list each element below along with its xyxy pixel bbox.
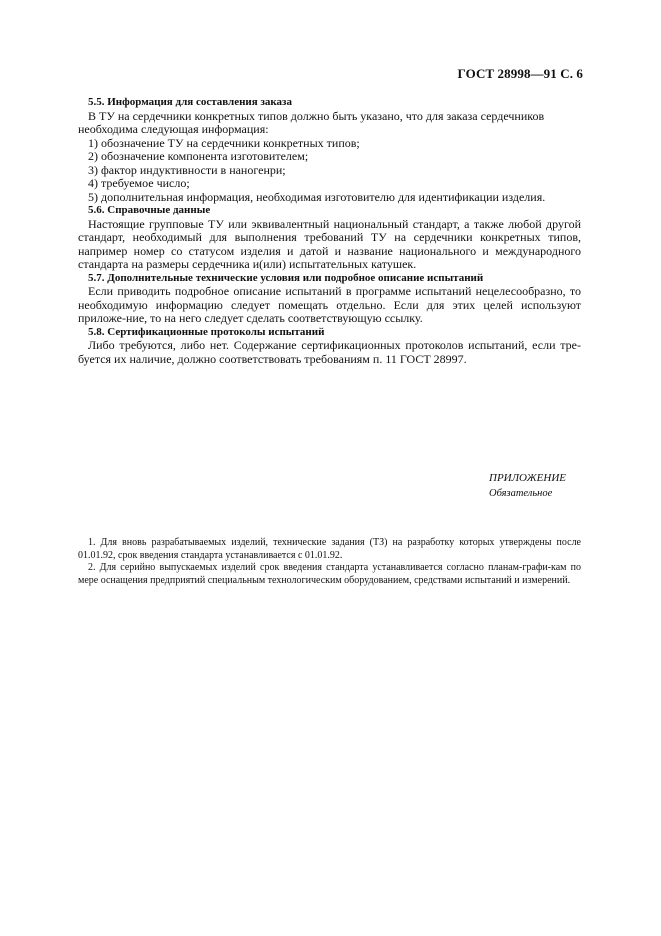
section-5-5-title: 5.5. Информация для составления заказа <box>88 96 292 108</box>
footnotes <box>78 537 581 587</box>
list-item: 1) обозначение ТУ на сердечники конкретных типов; <box>88 135 360 150</box>
section-5-5-intro-line2: необходима следующая информация: <box>78 122 269 136</box>
section-5-6-title: 5.6. Справочные данные <box>88 204 211 216</box>
document-body <box>78 96 581 366</box>
footnote-1: 1. Для вновь разрабатываемых изделий, технические задания (ТЗ) на разработку которых утверждены после 01.01.92, срок введения стандарта устанавливается с 01.01.92. <box>78 537 581 561</box>
section-5-6-text: Настоящие групповые ТУ или эквивалентный национальный стандарт, а также любой другой стандарт, необходимый для выполнения требований ТУ на сердечники конкретных типов, например номер со статусом изделия и датой и название национального и международного стандарта на размеры сердечника и(или) испытательных катушек. <box>78 216 581 271</box>
section-5-8-title: 5.8. Сертификационные протоколы испытаний <box>88 325 325 338</box>
page-header: ГОСТ 28998—91 С. 6 <box>457 66 583 81</box>
appendix-label: ПРИЛОЖЕНИЕ <box>489 472 566 484</box>
section-5-7-title: 5.7. Дополнительные технические условия или подробное описание испытаний <box>88 271 484 284</box>
list-item: 2) обозначение компонента изготовителем; <box>88 149 309 163</box>
section-5-8-text: Либо требуются, либо нет. Содержание сертификационных протоколов испытаний, если тре-буется их наличие, должно соответствовать требованиям п. 11 ГОСТ 28997. <box>78 338 581 366</box>
list-item: 3) фактор индуктивности в наногенри; <box>88 162 286 177</box>
list-item: 5) дополнительная информация, необходимая изготовителю для идентификации изделия. <box>88 189 546 204</box>
section-5-5-intro-line1: В ТУ на сердечники конкретных типов должно быть указано, что для заказа сердечников <box>88 108 545 123</box>
appendix-label-block <box>489 471 566 501</box>
list-item: 4) требуемое число; <box>88 176 190 190</box>
section-5-7-text: Если приводить подробное описание испытаний в программе испытаний нецелесообразно, то необходимую информацию следует помещать отдельно. Если для этих целей используют приложе-ние, то на него следует сделать соответствующую ссылку. <box>78 284 581 325</box>
appendix-status: Обязательное <box>489 488 553 499</box>
footnote-2: 2. Для серийно выпускаемых изделий срок введения стандарта устанавливается согласно планам-графи-кам по мере оснащения предприятий специальным технологическим оборудованием, средствами испытаний и измерений. <box>78 562 581 586</box>
